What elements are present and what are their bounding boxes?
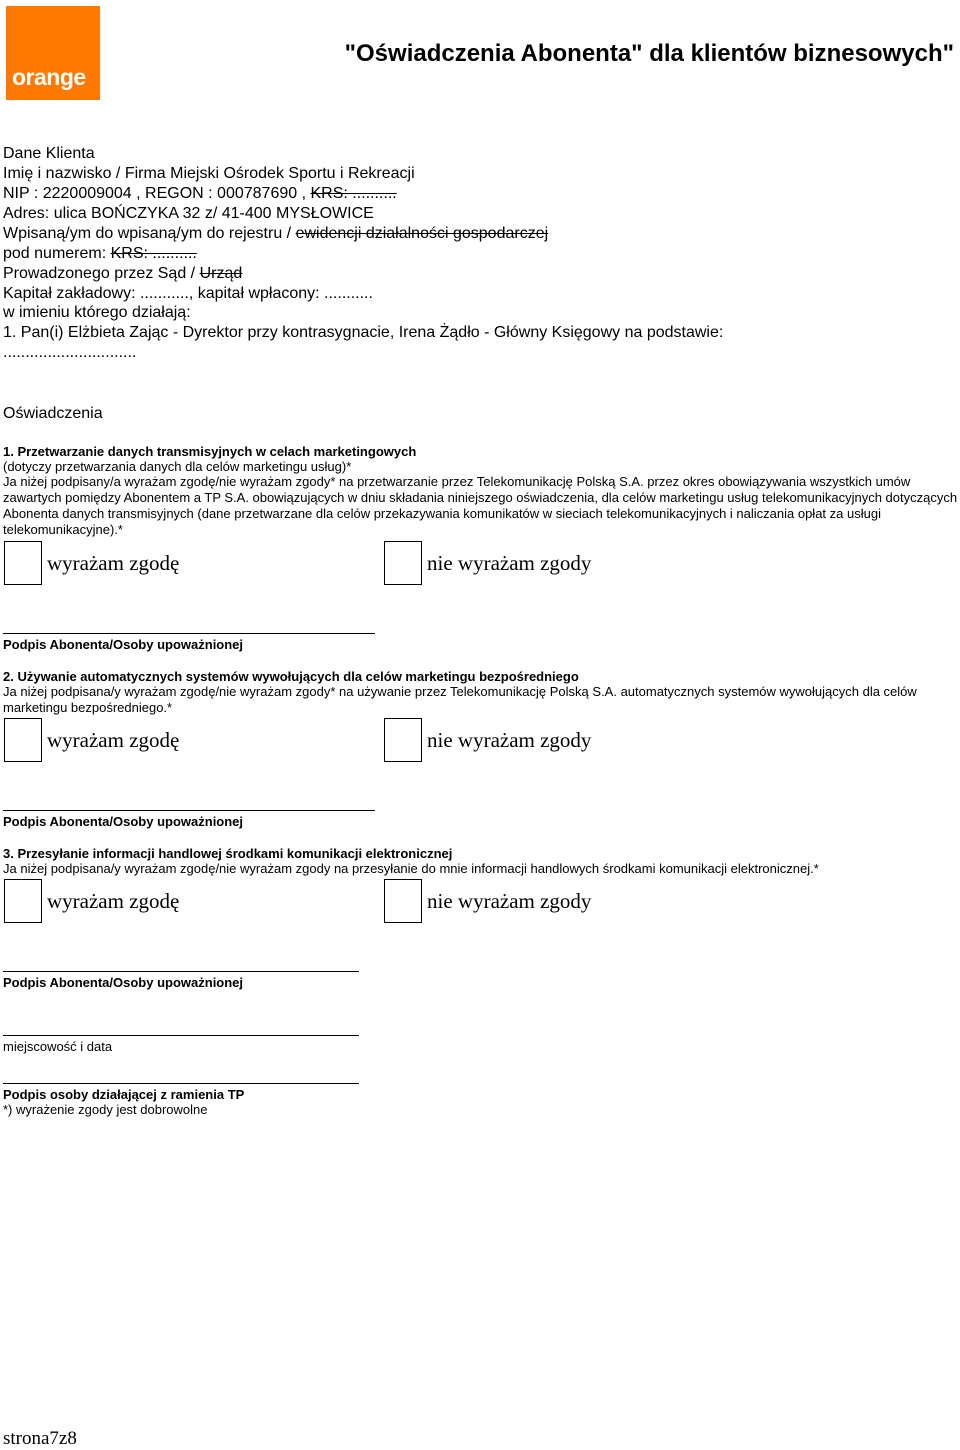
consent-3-yes-checkbox[interactable] xyxy=(4,879,42,923)
number-struck: KRS: .......... xyxy=(110,245,197,262)
consent-3-no-label: nie wyrażam zgody xyxy=(427,889,592,913)
client-name: Imię i nazwisko / Firma Miejski Ośrodek Sportu i Rekreacji xyxy=(3,165,415,182)
client-representatives: 1. Pan(i) Elżbieta Zając - Dyrektor przy kontrasygnacie, Irena Żądło - Główny Księgowy na podstawie: xyxy=(3,324,724,341)
client-basis: .............................. xyxy=(3,344,137,361)
client-capital: Kapitał zakładowy: ..........., kapitał wpłacony: ........... xyxy=(3,285,373,302)
consent-2-yes-checkbox[interactable] xyxy=(4,718,42,762)
client-acting: w imieniu którego działają: xyxy=(3,304,191,321)
declaration-3-options xyxy=(4,879,644,925)
place-date-label: miejscowość i data xyxy=(3,1039,113,1054)
client-heading: Dane Klienta xyxy=(3,145,95,162)
register-text: Wpisaną/ym do wpisaną/ym do rejestru / xyxy=(3,225,296,242)
page-title: "Oświadczenia Abonenta" dla klientów biznesowych" xyxy=(344,40,954,67)
declaration-1-options xyxy=(4,541,644,587)
client-number xyxy=(3,245,197,263)
tp-signature-label: Podpis osoby działającej z ramienia TP xyxy=(3,1087,245,1102)
nip-krs-struck: KRS: .......... xyxy=(310,185,397,202)
voluntary-note: *) wyrażenie zgody jest dobrowolne xyxy=(3,1102,208,1117)
declaration-2-title: 2. Używanie automatycznych systemów wywołujących dla celów marketingu bezpośredniego xyxy=(3,669,579,684)
consent-2-no-checkbox[interactable] xyxy=(384,718,422,762)
place-date-line xyxy=(3,1035,359,1036)
client-nip xyxy=(3,185,397,203)
declaration-2-options xyxy=(4,718,644,764)
tp-signature-line xyxy=(3,1083,359,1084)
logo-text: orange xyxy=(12,64,86,90)
nip-text: NIP : 2220009004 , REGON : 000787690 , xyxy=(3,185,311,202)
declarations-heading: Oświadczenia xyxy=(3,405,103,422)
client-address: Adres: ulica BOŃCZYKA 32 z/ 41-400 MYSŁOWICE xyxy=(3,205,374,222)
declaration-3-text: Ja niżej podpisana/y wyrażam zgodę/nie wyrażam zgody na przesyłanie do mnie informacji handlowych środkami komunikacji elektronicznej.* xyxy=(3,861,819,876)
declaration-1-text: Ja niżej podpisany/a wyrażam zgodę/nie wyrażam zgody* na przetwarzanie przez Telekomunikację Polską S.A. przez okres obowiązywania wszystkich umów zawartych pomiędzy Abonentem a TP S.A. obowiązujących w dniu składania niniejszego oświadczenia, dla celów marketingu usług telekomunikacyjnych dotyczących Abonenta danych transmisyjnych (dane przetwarzane dla celów przekazywania komunikatów w sieciach telekomunikacyjnych i naliczania opłat za usługi telekomunikacyjne).* xyxy=(3,474,958,537)
consent-1-no-checkbox[interactable] xyxy=(384,541,422,585)
consent-1-yes-label: wyrażam zgodę xyxy=(47,551,180,575)
consent-3-no-checkbox[interactable] xyxy=(384,879,422,923)
consent-1-no-label: nie wyrażam zgody xyxy=(427,551,592,575)
register-struck: ewidencji działalności gospodarczej xyxy=(295,225,549,242)
orange-logo xyxy=(6,6,100,100)
signature-1-label: Podpis Abonenta/Osoby upoważnionej xyxy=(3,637,244,652)
declaration-1-subtitle: (dotyczy przetwarzania danych dla celów marketingu usług)* xyxy=(3,459,352,474)
declaration-1-title: 1. Przetwarzanie danych transmisyjnych w celach marketingowych xyxy=(3,444,417,459)
consent-1-yes-checkbox[interactable] xyxy=(4,541,42,585)
signature-1-line xyxy=(3,633,375,634)
declaration-2-text: Ja niżej podpisana/y wyrażam zgodę/nie wyrażam zgody* na używanie przez Telekomunikację Polską S.A. automatycznych systemów wywołujących dla celów marketingu bezpośredniego.* xyxy=(3,684,917,715)
signature-3-label: Podpis Abonenta/Osoby upoważnionej xyxy=(3,975,244,990)
court-text: Prowadzonego przez Sąd / xyxy=(3,265,200,282)
consent-2-no-label: nie wyrażam zgody xyxy=(427,728,592,752)
number-text: pod numerem: xyxy=(3,245,111,262)
court-struck: Urząd xyxy=(199,265,243,282)
signature-3-line xyxy=(3,971,359,972)
declaration-3-title: 3. Przesyłanie informacji handlowej środkami komunikacji elektronicznej xyxy=(3,846,453,861)
signature-2-label: Podpis Abonenta/Osoby upoważnionej xyxy=(3,814,244,829)
client-court xyxy=(3,265,242,283)
consent-3-yes-label: wyrażam zgodę xyxy=(47,889,180,913)
signature-2-line xyxy=(3,810,375,811)
consent-2-yes-label: wyrażam zgodę xyxy=(47,728,180,752)
page-number: strona7z8 xyxy=(3,1428,77,1449)
client-register xyxy=(3,225,548,243)
